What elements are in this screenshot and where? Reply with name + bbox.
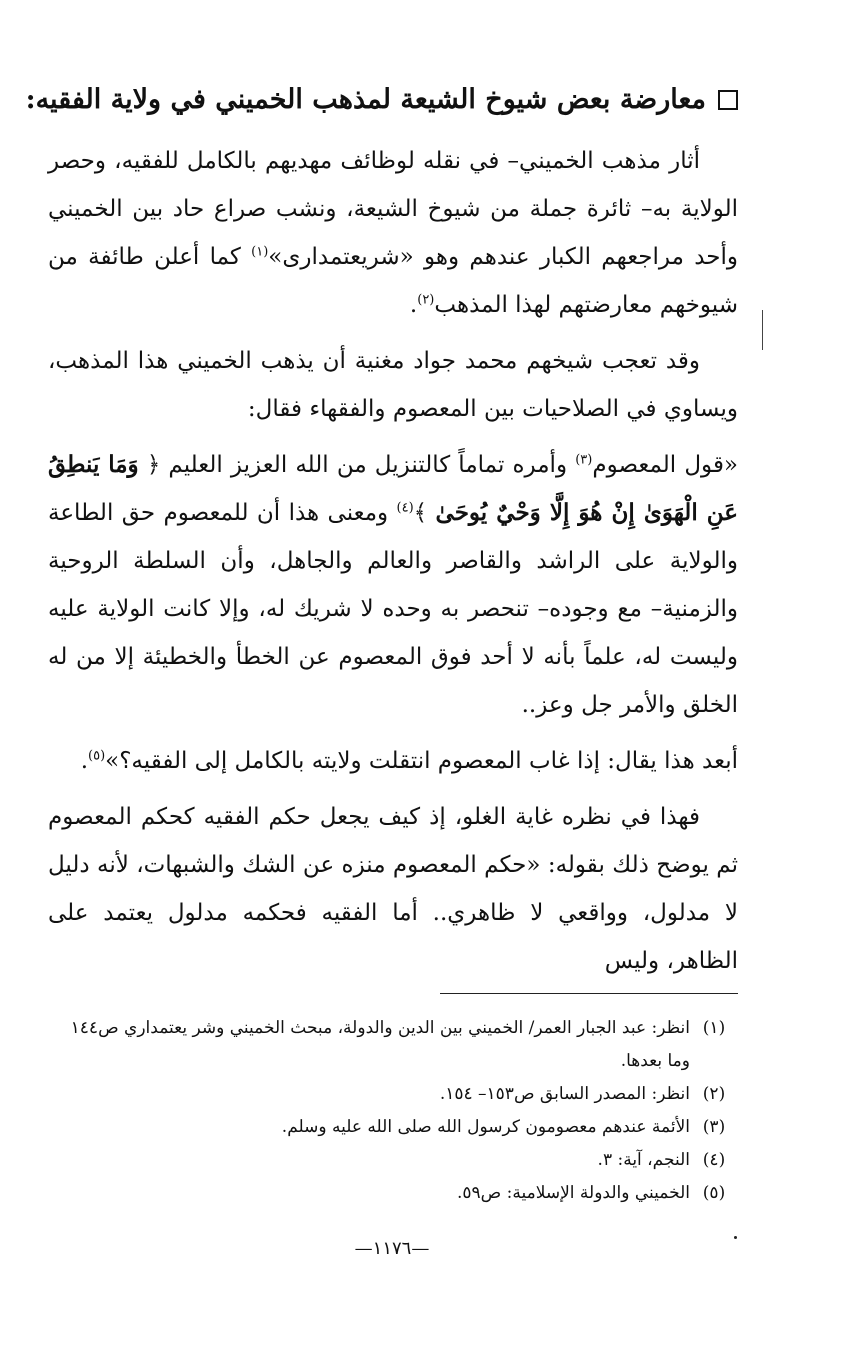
heading-text: معارضة بعض شيوخ الشيعة لمذهب الخميني في ولاية الفقيه: — [25, 84, 706, 115]
heading-box-icon — [718, 90, 738, 110]
paragraph-4 — [48, 737, 738, 785]
paragraph-1 — [48, 137, 738, 329]
footnote-item — [48, 1111, 738, 1144]
footnote-text: انظر: المصدر السابق ص١٥٣– ١٥٤. — [439, 1084, 690, 1104]
p1-text-c: . — [409, 292, 418, 318]
footnote-text: الأئمة عندهم معصومون كرسول الله صلى الله عليه وسلم. — [281, 1117, 690, 1137]
p3-text-c: ﴾ — [413, 500, 436, 526]
footnote-number: (١) — [702, 1018, 726, 1038]
p1-text-b: كما أعلن طائفة من شيوخهم معارضتهم لهذا المذهب — [48, 244, 738, 318]
footnote-text: الخميني والدولة الإسلامية: ص٥٩. — [457, 1183, 690, 1203]
p1-text-a: أثار مذهب الخميني– في نقله لوظائف مهديهم بالكامل للفقيه، وحصر الولاية به– ثائرة جملة من شيوخ الشيعة، ونشب صراع حاد بين الخميني وأحد مراجعهم الكبار عندهم وهو «شريعتمدارى» — [48, 148, 739, 270]
footnote-item — [48, 1012, 738, 1078]
footnote-text: النجم، آية: ٣. — [597, 1150, 690, 1170]
p3-text-a: «قول المعصوم — [592, 452, 739, 478]
footnote-text: انظر: عبد الجبار العمر/ الخميني بين الدين والدولة، مبحث الخميني وشر يعتمداري ص١٤٤ وما بعدها. — [70, 1018, 690, 1071]
footnote-ref-4[interactable]: (٤) — [396, 500, 414, 516]
paragraph-2: وقد تعجب شيخهم محمد جواد مغنية أن يذهب الخميني هذا المذهب، ويساوي في الصلاحيات بين المعصوم والفقهاء فقال: — [48, 348, 738, 422]
p4-text-b: . — [80, 748, 88, 774]
p3-text-b: وأمره تماماً كالتنزيل من الله العزيز العليم ﴿ — [138, 452, 576, 478]
footnote-item — [48, 1078, 738, 1111]
footnote-ref-3[interactable]: (٣) — [575, 452, 593, 468]
footnote-number: (٢) — [702, 1084, 726, 1104]
quran-verse: وَمَا يَنطِقُ عَنِ الْهَوَىٰ إِنْ هُوَ إِلَّا وَحْيٌ يُوحَىٰ — [48, 451, 739, 526]
page-number: —١١٧٦— — [354, 1238, 430, 1259]
footnote-number: (٣) — [702, 1117, 726, 1137]
footnote-ref-2[interactable]: (٢) — [417, 292, 435, 308]
section-heading — [25, 84, 738, 115]
margin-mark — [762, 310, 763, 350]
margin-dot — [734, 1236, 737, 1239]
paragraph-5: فهذا في نظره غاية الغلو، إذ كيف يجعل حكم الفقيه كحكم المعصوم ثم يوضح ذلك بقوله: «حكم المعصوم منزه عن الشك والشبهات، لأنه دليل لا مدلول، وواقعي لا ظاهري.. أما الفقيه فحكمه مدلول يعتمد على الظاهر، وليس — [48, 804, 738, 974]
p4-text-a: أبعد هذا يقال: إذا غاب المعصوم انتقلت ولايته بالكامل إلى الفقيه؟» — [105, 748, 738, 774]
footnotes — [48, 1012, 738, 1210]
paragraph-3 — [48, 441, 738, 729]
footnote-ref-1[interactable]: (١) — [251, 244, 269, 260]
footnote-ref-5[interactable]: (٥) — [88, 748, 106, 764]
footnote-number: (٤) — [702, 1150, 726, 1170]
footnote-item — [48, 1177, 738, 1210]
p3-text-d: ومعنى هذا أن للمعصوم حق الطاعة والولاية على الراشد والقاصر والعالم والجاهل، وأن السلطة الروحية والزمنية– مع وجوده– تنحصر به وحده لا شريك له، وإلا كانت الولاية عليه وليست له، علماً بأنه لا أحد فوق المعصوم عن الخطأ والخطيئة إلا من له الخلق والأمر جل وعز.. — [48, 500, 738, 718]
page-body — [25, 70, 739, 993]
footnote-item — [48, 1144, 738, 1177]
footnote-separator — [440, 993, 738, 994]
footnote-number: (٥) — [702, 1183, 726, 1203]
